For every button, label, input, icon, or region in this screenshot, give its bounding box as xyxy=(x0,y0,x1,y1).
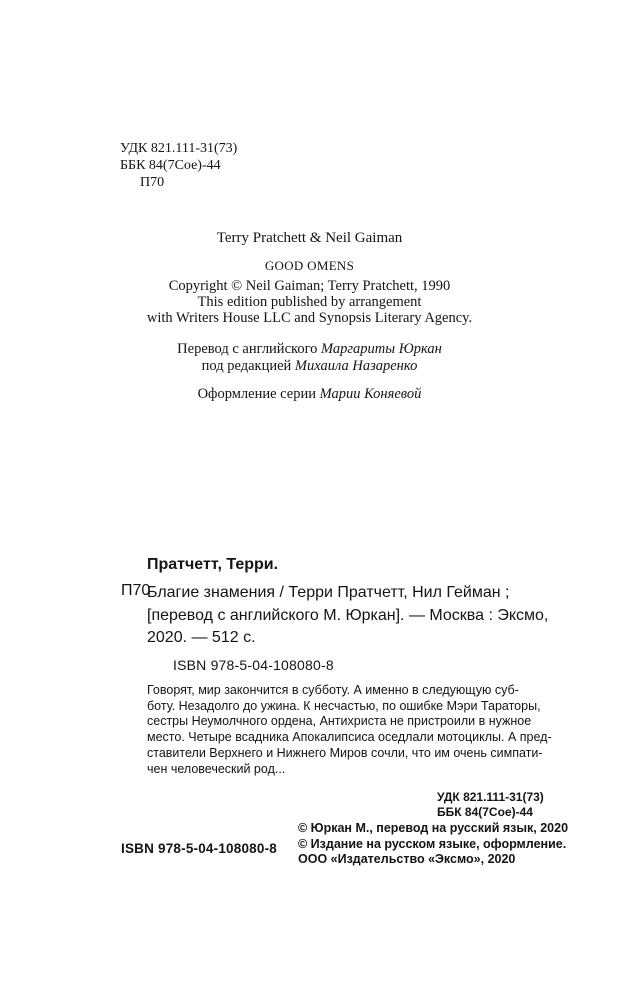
translation-credits xyxy=(0,341,619,375)
copyright-line: Copyright © Neil Gaiman; Terry Pratchett, 1990 xyxy=(168,278,451,294)
series-designer: Марии Коняевой xyxy=(319,386,422,402)
footer-copyrights xyxy=(298,821,568,868)
series-prefix: Оформление серии xyxy=(197,386,320,402)
bib-entry-line: 2020. — 512 с. xyxy=(147,629,256,646)
annotation-line: Говорят, мир закончится в субботу. А именно в следующую суб- xyxy=(147,683,519,697)
footer-copyright-line: ООО «Издательство «Эксмо», 2020 xyxy=(298,852,516,866)
footer-copyright-line: © Юркан М., перевод на русский язык, 2020 xyxy=(298,821,569,835)
annotation-line: ставители Верхнего и Нижнего Миров сочли, что им очень симпати- xyxy=(147,745,543,760)
translation-prefix: Перевод с английского xyxy=(177,341,322,357)
bbk-code: ББК 84(7Сое)-44 xyxy=(120,158,221,173)
series-design-credit xyxy=(0,386,619,403)
udk-code: УДК 821.111-31(73) xyxy=(120,141,238,156)
annotation-line: чен человеческий род... xyxy=(147,761,286,776)
original-title: GOOD OMENS xyxy=(264,258,355,273)
editor-name: Михаила Назаренко xyxy=(294,358,418,374)
classification-codes xyxy=(120,140,237,191)
bottom-classification xyxy=(437,790,544,819)
translator-line xyxy=(0,341,619,358)
annotation-line: сестры Неумолчного ордена, Антихриста не пристроили в нужное xyxy=(147,714,532,729)
original-authors: Terry Pratchett & Neil Gaiman xyxy=(216,230,403,246)
copyright-line: with Writers House LLC and Synopsis Literary Agency. xyxy=(146,310,473,326)
annotation xyxy=(147,683,567,777)
footer-copyright-line: © Издание на русском языке, оформление. xyxy=(298,836,567,851)
translator-name: Маргариты Юркан xyxy=(321,341,442,357)
author-mark: П70 xyxy=(140,175,165,190)
bottom-bbk: ББК 84(7Сое)-44 xyxy=(437,804,533,819)
annotation-line: боту. Незадолго до ужина. К несчастью, по ошибке Мэри Тараторы, xyxy=(147,698,541,713)
copyright-line: This edition published by arrangement xyxy=(197,294,422,310)
footer-isbn: ISBN 978-5-04-108080-8 xyxy=(121,841,277,856)
bib-entry-line: Благие знамения / Терри Пратчетт, Нил Гейман ; xyxy=(147,584,510,601)
bib-isbn: ISBN 978-5-04-108080-8 xyxy=(173,657,334,673)
bib-author-heading: Пратчетт, Терри. xyxy=(147,556,279,573)
bib-author-code: П70 xyxy=(121,582,151,599)
bib-entry-line: [перевод с английского М. Юркан]. — Москва : Эксмо, xyxy=(147,606,549,624)
editor-line xyxy=(0,358,619,375)
bottom-udk: УДК 821.111-31(73) xyxy=(437,790,544,804)
copyright-notice xyxy=(0,278,619,326)
editor-prefix: под редакцией xyxy=(201,358,295,374)
bib-entry xyxy=(147,582,567,650)
annotation-line: место. Четыре всадника Апокалипсиса оседлали мотоциклы. А пред- xyxy=(147,730,552,745)
